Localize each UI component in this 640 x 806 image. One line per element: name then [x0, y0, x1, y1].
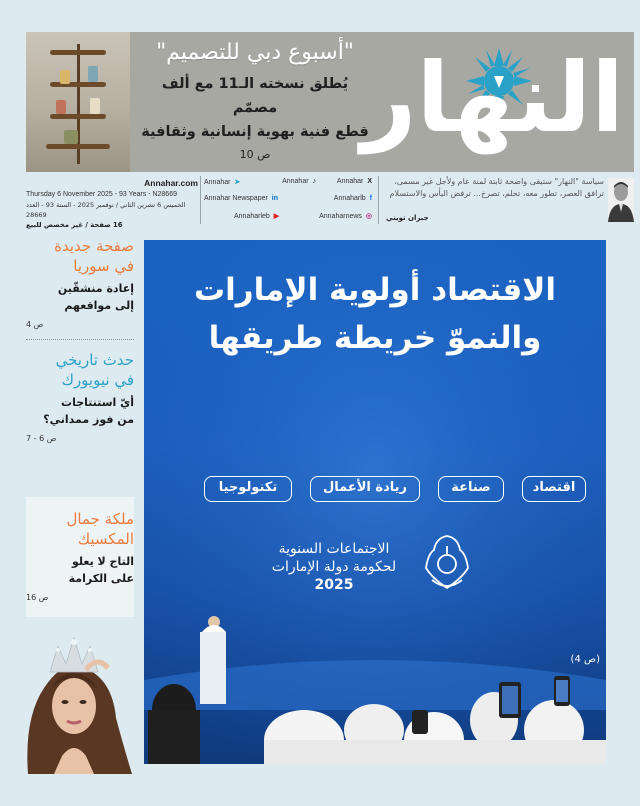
instagram-icon: ◎ — [365, 213, 372, 220]
story-kicker: حدث تاريخي في نيويورك — [55, 351, 134, 389]
promo-subtitle: قطع فنية بهوية إنسانية وثقافية — [141, 124, 369, 140]
promo-subtitle: يُطلق نسخته الـ11 مع ألف مصمّم — [161, 76, 349, 116]
linkedin-icon: in — [271, 195, 279, 202]
story-headline: أيّ استنتاجات من فوز ممداني؟ — [43, 396, 134, 426]
story-page-ref: ص 4 — [26, 320, 44, 329]
x-icon: X — [367, 178, 372, 185]
story-kicker: ملكة جمال المكسيك — [66, 510, 134, 548]
topic-tags — [166, 476, 586, 504]
date-arabic: الخميس 6 تشرين الثاني / نوفمبر 2025 - السنة 93 - العدد 28669 — [26, 201, 186, 219]
tiktok-icon: ♪ — [312, 178, 316, 185]
story-page-ref: ص 16 — [26, 593, 49, 602]
promo-title[interactable]: "أسبوع دبي للتصميم" — [156, 40, 354, 65]
design-shelf-photo — [26, 32, 130, 172]
social-x[interactable] — [337, 178, 372, 185]
social-youtube-label: Annaharleb — [234, 213, 270, 220]
social-linkedin[interactable] — [204, 195, 278, 202]
quote-text: سياسة "النهار" ستبقى واضحة ثابتة لمنة عام ولأجل غير مسمى، ترافق العصر، تطور معه، تحلم، تصرخ... ترفض اليأس والاستسلام — [389, 177, 604, 198]
social-tiktok-label: Annahar — [282, 178, 309, 185]
uae-emblem-icon — [422, 532, 472, 594]
facebook-icon: f — [369, 195, 372, 202]
miss-mexico-photo — [14, 628, 136, 774]
youtube-icon: ▶ — [273, 213, 280, 220]
sidebar-story-mexico[interactable] — [26, 497, 134, 617]
social-youtube[interactable] — [234, 212, 279, 220]
tag-economy: اقتصاد — [522, 476, 586, 502]
social-x-label: Annahar — [336, 178, 364, 185]
social-linkedin-label: Annahar Newspaper — [204, 195, 268, 202]
sidebar-story-syria[interactable] — [26, 236, 134, 329]
social-instagram[interactable] — [319, 212, 372, 220]
author-portrait — [608, 178, 634, 222]
story-page-ref: ص 6 - 7 — [26, 434, 57, 443]
divider — [26, 339, 134, 340]
social-telegram-label: Annahar — [204, 179, 231, 186]
telegram-icon: ➤ — [234, 179, 241, 186]
date-english: Thursday 6 November 2025 - 93 Years - N28669 — [26, 191, 177, 198]
story-kicker: صفحة جديدة في سوريا — [54, 237, 134, 275]
quote-author: جبران تويني — [386, 214, 429, 222]
tag-technology: تكنولوجيا — [204, 476, 292, 502]
event-title: الاجتماعات السنوية لحكومة دولة الإمارات 2025 — [271, 541, 397, 593]
date-block — [26, 176, 198, 229]
social-links — [204, 176, 376, 226]
price-note: 16 صفحة / غير مخصص للبيع — [26, 221, 123, 229]
masthead — [26, 32, 634, 172]
main-story-photo[interactable] — [144, 240, 606, 764]
promo-page-ref: ص 10 — [239, 148, 271, 161]
founder-quote — [382, 176, 634, 226]
main-headline[interactable]: الاقتصاد أولوية الإمارات والنموّ خريطة طريقها — [194, 272, 556, 356]
social-facebook-label: Annaharlb — [333, 195, 366, 202]
social-instagram-label: Annaharnews — [319, 213, 362, 220]
social-telegram[interactable] — [204, 178, 240, 186]
annahar-logo[interactable] — [361, 38, 634, 166]
story-headline: إعادة منشقّين إلى مواقعهم — [57, 282, 134, 312]
story-headline: التاج لا يعلو على الكرامة — [68, 555, 134, 585]
social-tiktok[interactable] — [282, 178, 316, 185]
site-link[interactable]: Annahar.com — [144, 178, 198, 188]
sidebar — [26, 236, 134, 443]
social-facebook[interactable] — [334, 195, 372, 202]
promo-block[interactable] — [140, 38, 370, 166]
tag-entrepreneurship: ريادة الأعمال — [310, 476, 420, 502]
sidebar-story-newyork[interactable] — [26, 350, 134, 443]
logo-wordmark: النهار — [361, 42, 624, 154]
info-bar — [26, 176, 634, 229]
tag-industry: صناعة — [438, 476, 504, 502]
main-page-ref: (ص 4) — [570, 654, 600, 665]
